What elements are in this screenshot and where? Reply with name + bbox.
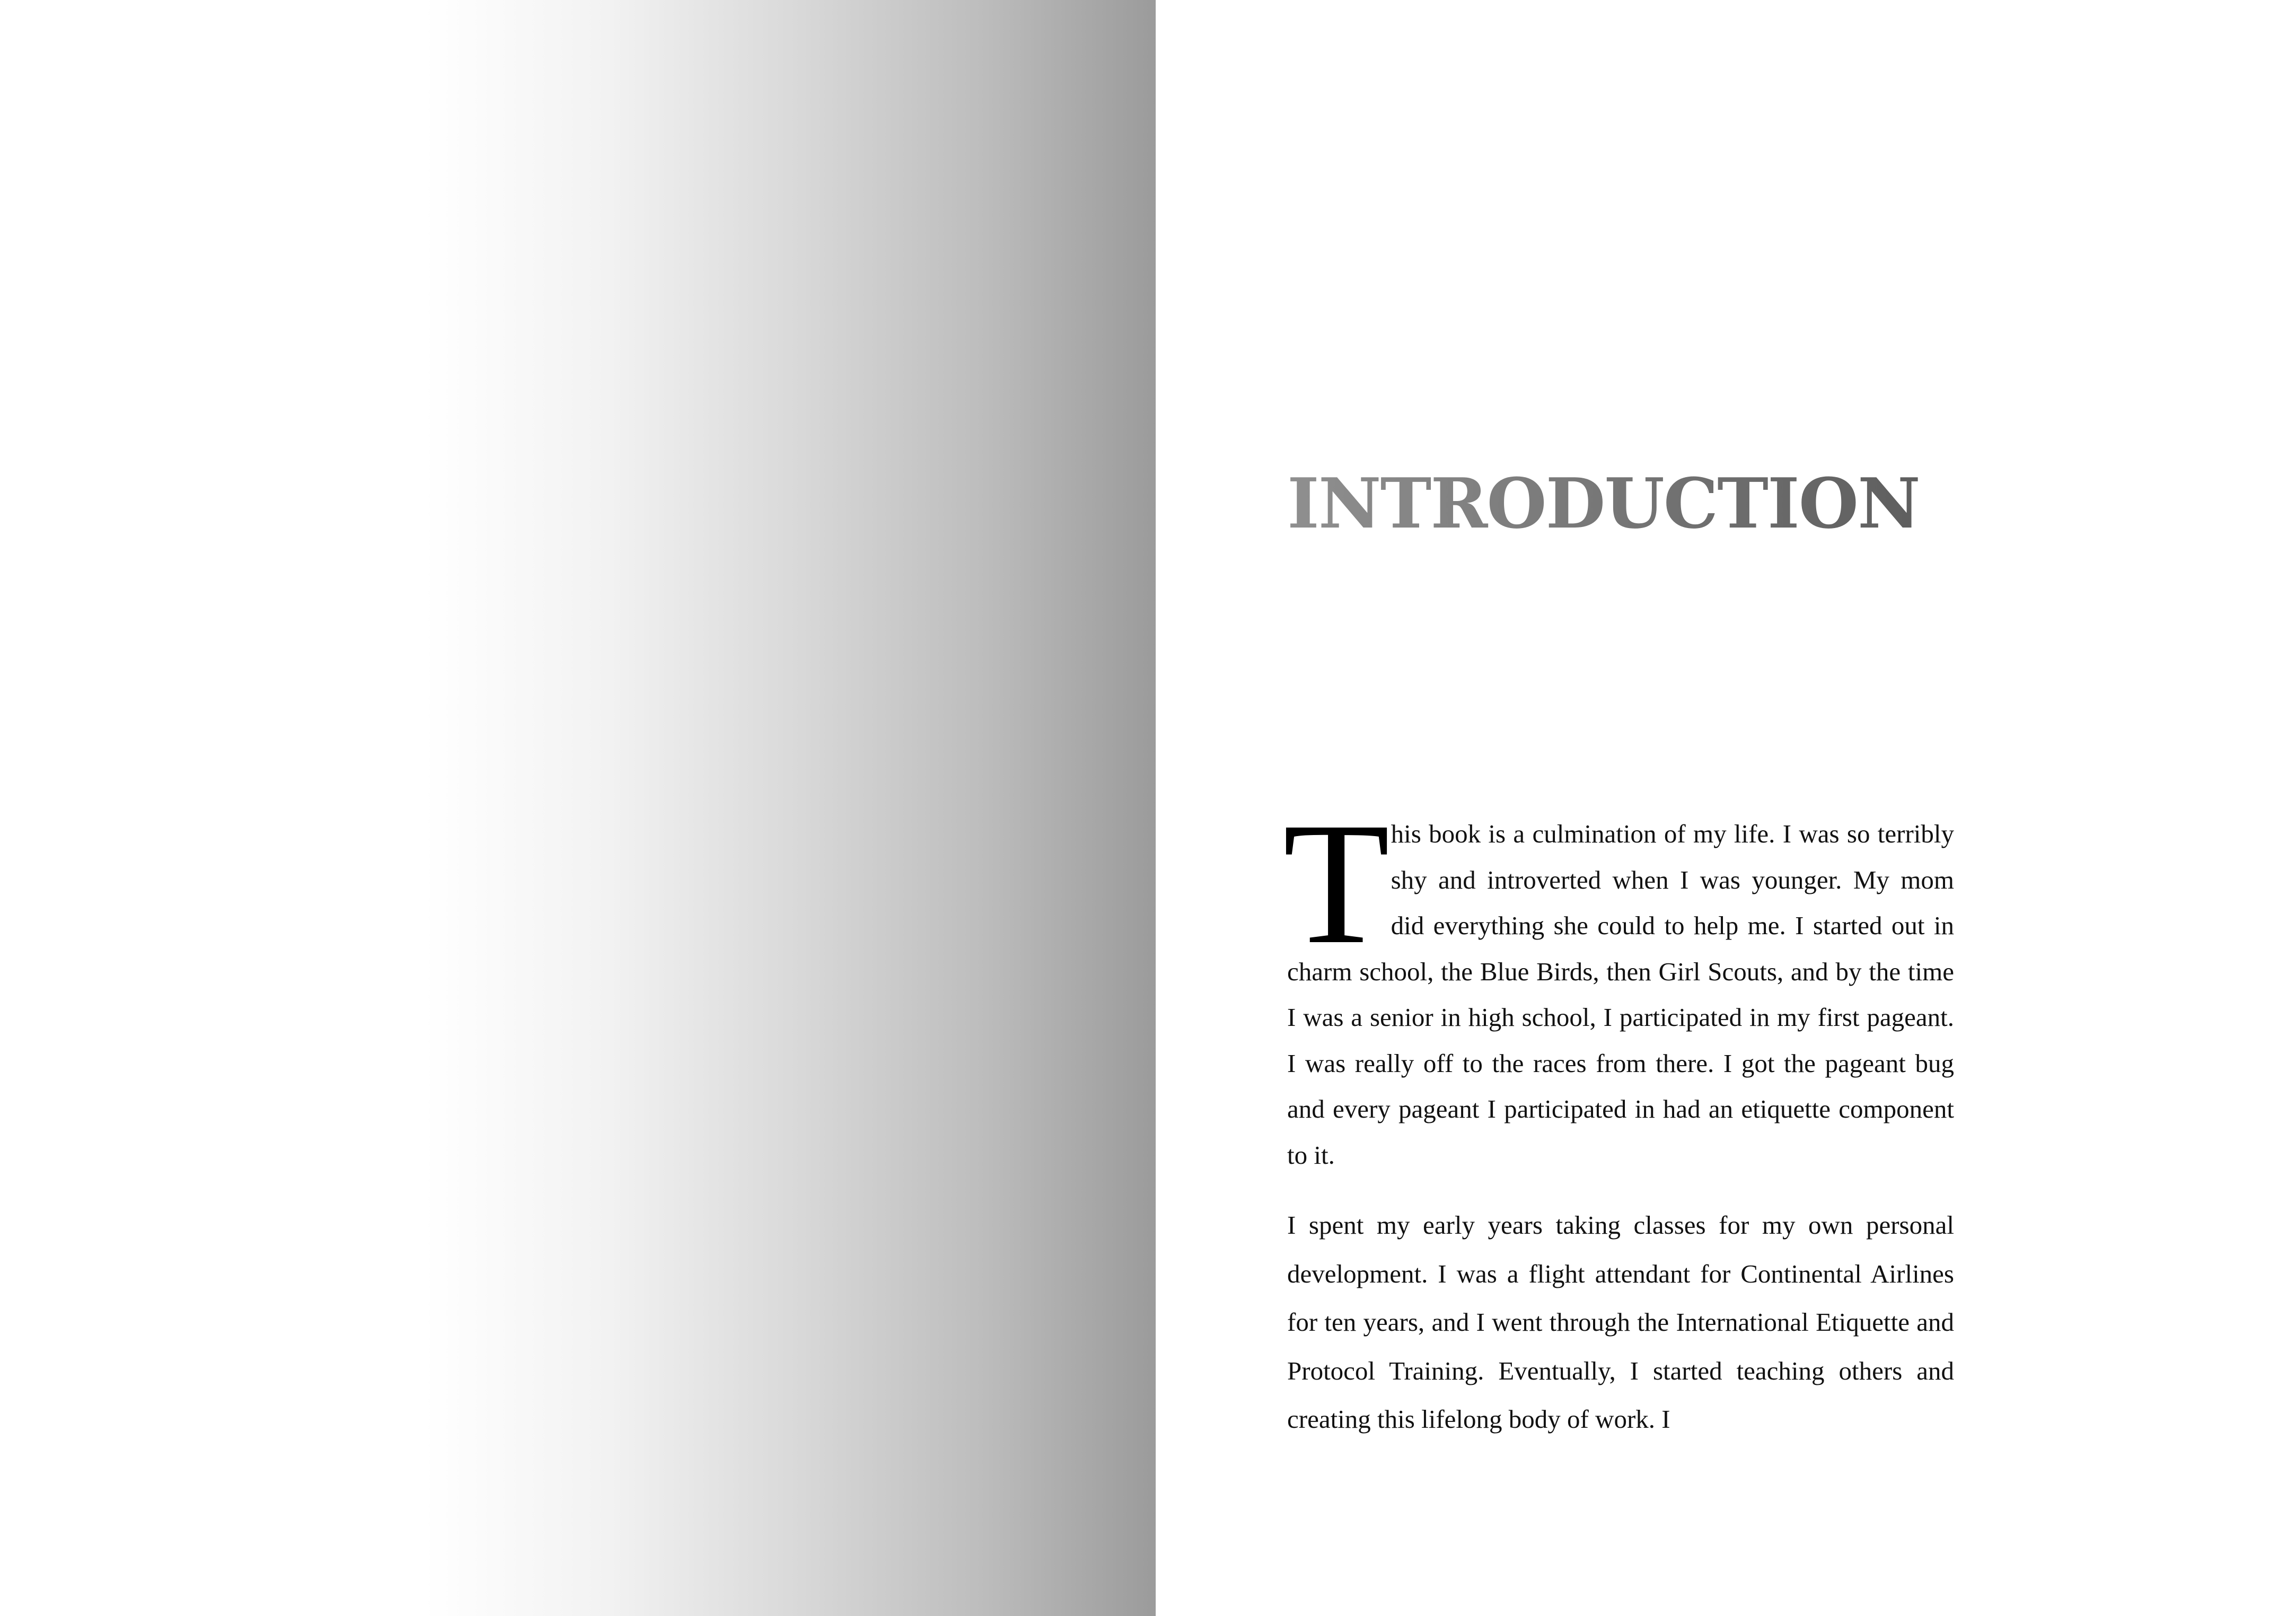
drop-cap: T <box>1283 787 1390 980</box>
paragraph-2: I spent my early years taking classes for my own personal development. I was a flight attendant for Continental Airlines for ten years, and I went through the International Etiquette and Protocol Training. Eventually, I started teaching others and creating this lifelong body of work. I <box>1287 1210 1954 1434</box>
body-text <box>1283 787 1954 1444</box>
paragraph-1-text: his book is a culmination of my life. I was so terribly shy and introverted when I was younger. My mom did everything she could to help me. I started out in charm school, the Blue Birds, then Girl Scouts, and by the time I was a senior in high school, I participated in my first pageant. I was really off to the races from there. I got the pageant bug and every pageant I participated in had an etiquette component to it. <box>1287 819 1954 1170</box>
chapter-title: INTRODUCTION <box>1287 463 1920 544</box>
paragraph-1 <box>1283 787 1954 1178</box>
